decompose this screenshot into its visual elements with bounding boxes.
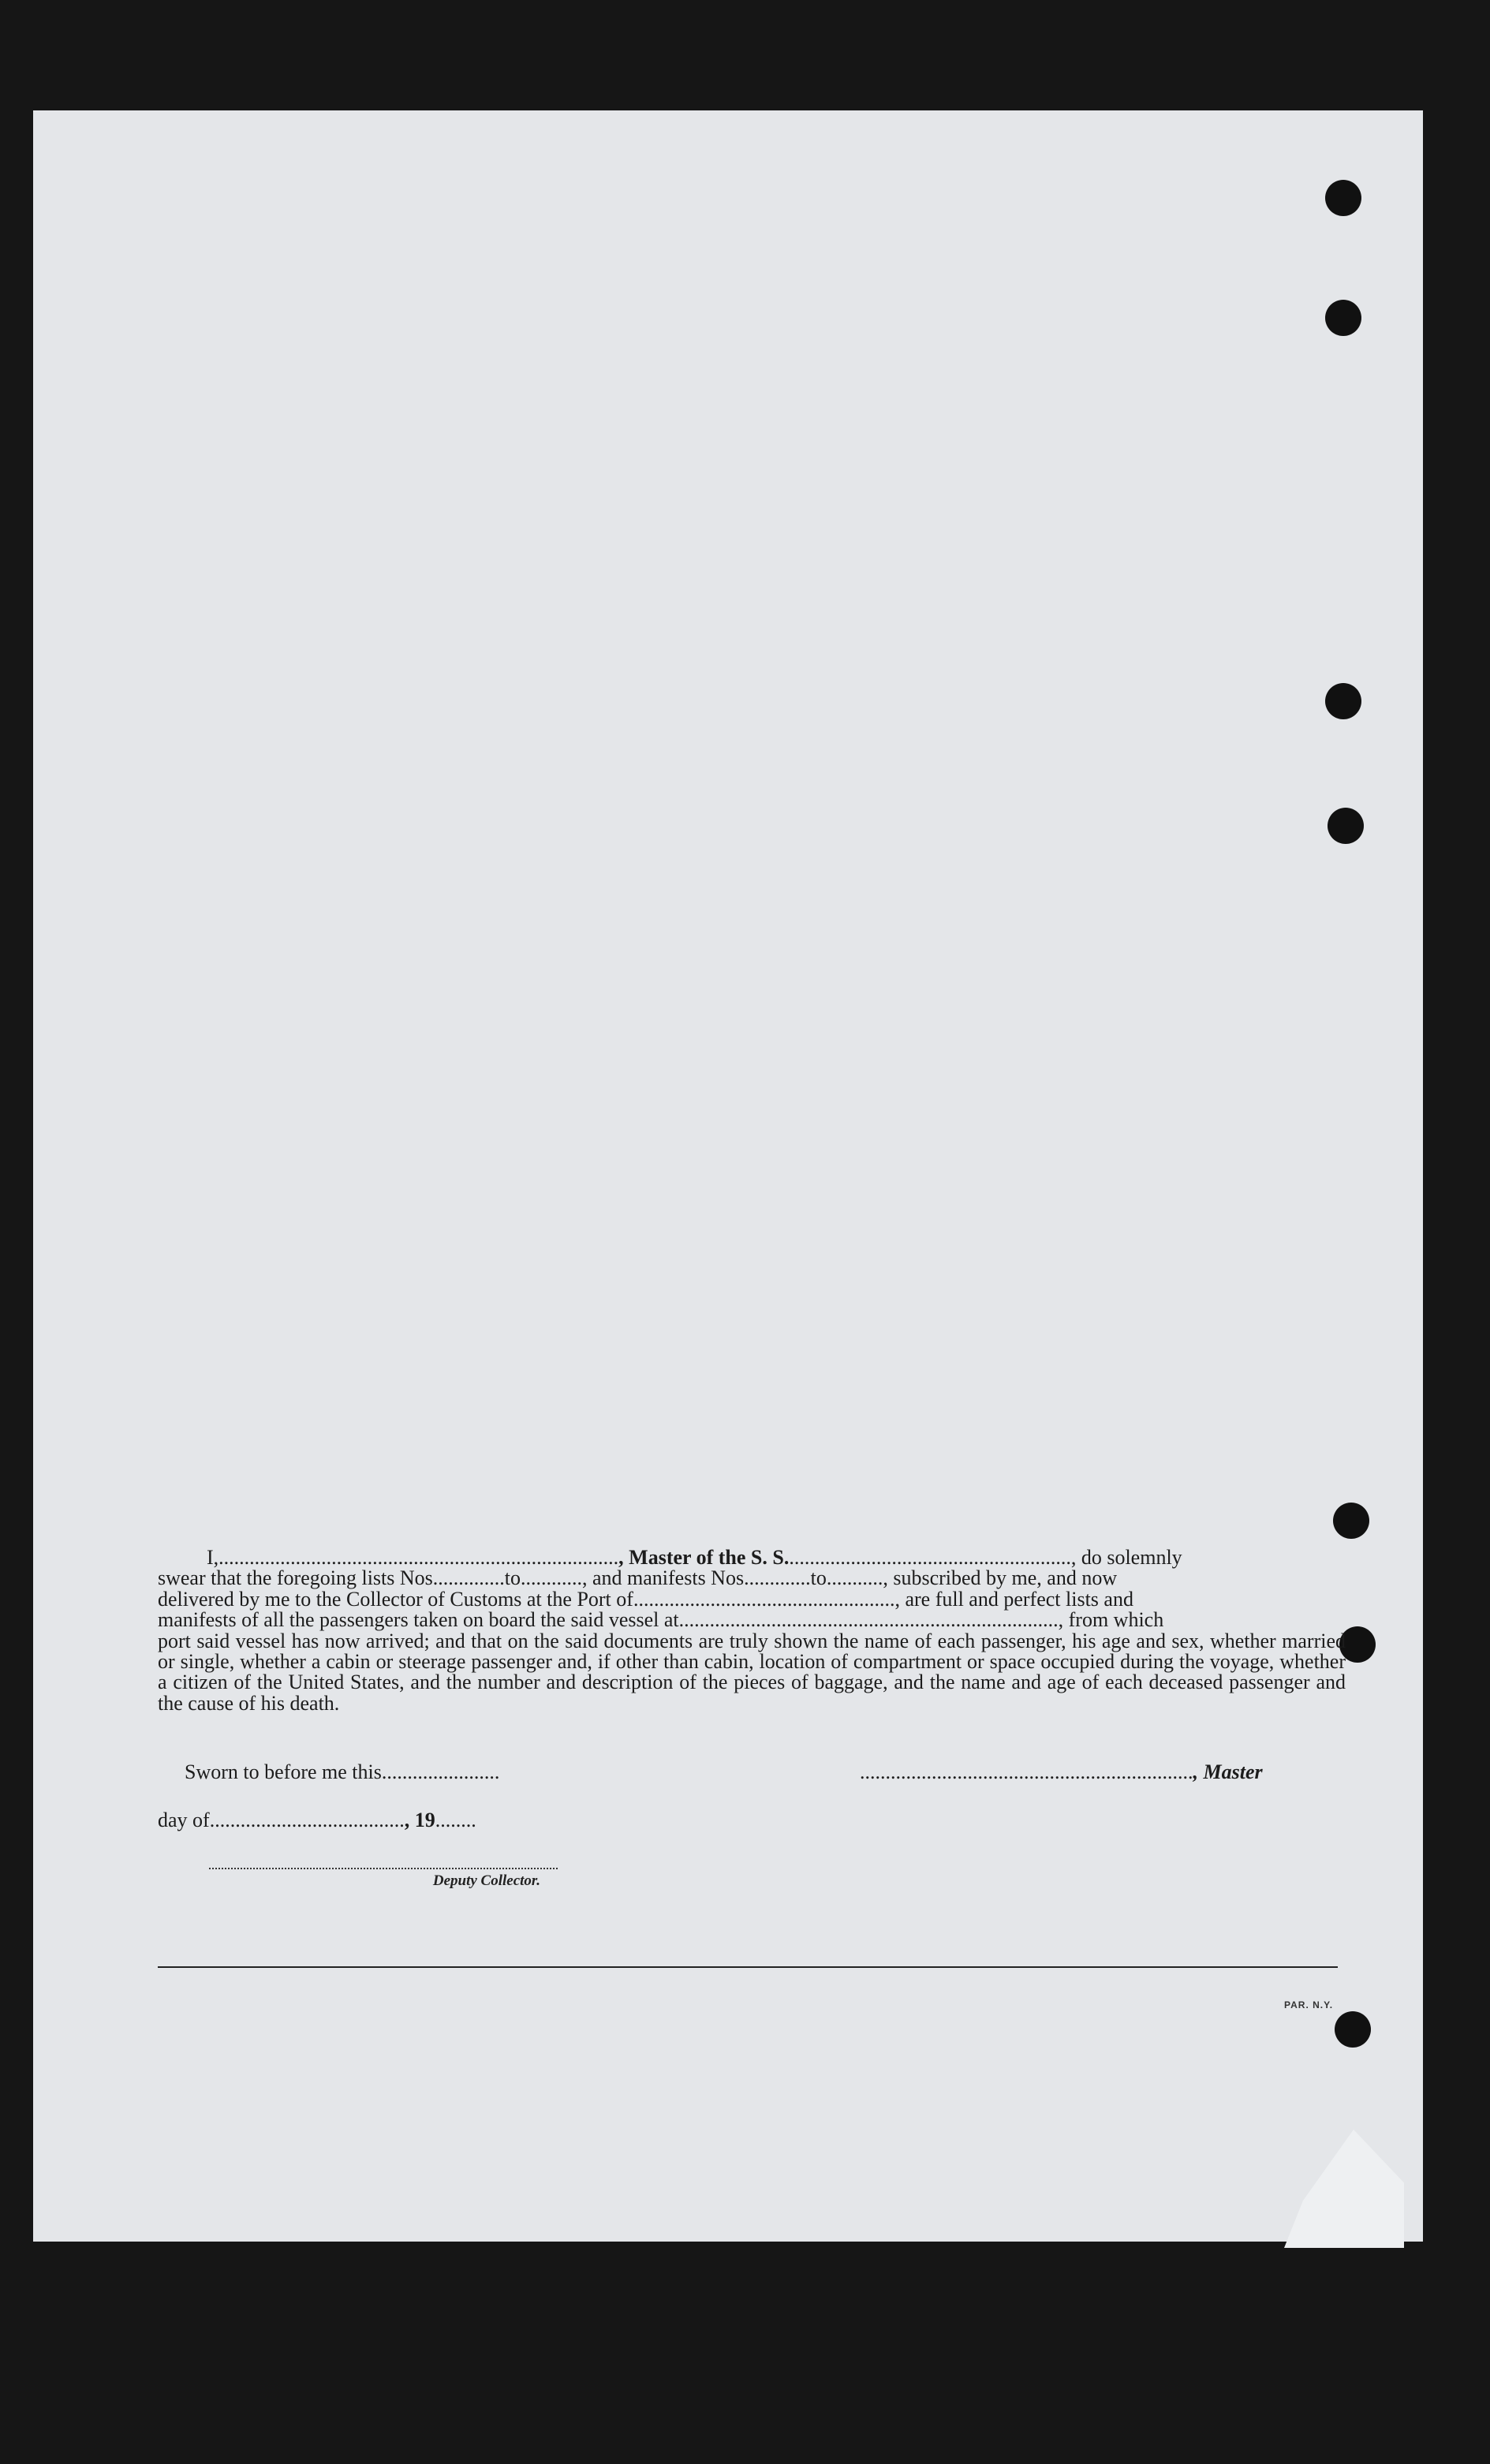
blank-departure-port: .......................................................................... (678, 1608, 1059, 1632)
oath-line-2 (158, 1568, 1346, 1589)
blank-list-from: ............. (438, 1566, 505, 1590)
blank-sworn-date: ....................... (381, 1760, 500, 1783)
horizontal-rule (158, 1966, 1338, 1968)
blank-list-to: ............ (521, 1566, 582, 1590)
oath-text: , do solemnly (1070, 1546, 1182, 1569)
blank-vessel-name: ....................................................... (789, 1546, 1071, 1569)
blank-manifest-from: ............ (749, 1566, 811, 1590)
oath-text: , Master of the S. S. (618, 1546, 790, 1569)
oath-text: delivered by me to the Collector of Customs at the Port of (158, 1587, 633, 1611)
oath-line-4 (158, 1610, 1346, 1630)
oath-text: , and manifests Nos. (582, 1566, 749, 1590)
blank-manifest-to: ........... (826, 1566, 883, 1590)
blank-port: ................................................... (633, 1587, 895, 1611)
master-label: , Master (1193, 1760, 1263, 1783)
punch-hole (1325, 683, 1361, 719)
punch-hole (1325, 300, 1361, 336)
year-label: , 19 (404, 1809, 435, 1831)
punch-hole (1335, 2011, 1371, 2048)
punch-hole (1325, 180, 1361, 216)
deputy-signature-line (209, 1868, 558, 1869)
sworn-label: Sworn to before me this (185, 1760, 382, 1783)
sworn-line (185, 1760, 499, 1784)
oath-body: port said vessel has now arrived; and that on the said documents are truly shown the name of each passenger, his age and sex, whether married or single, whether a cabin or steerage passenger and, if other than cabin, location of compartment or space occupied during the voyage, whether a citizen of the United States, and the number and description of the pieces of baggage, and the name and age of each deceased passenger and the cause of his death. (158, 1629, 1346, 1715)
oath-line-3 (158, 1589, 1346, 1610)
master-signature (860, 1760, 1263, 1784)
punch-hole (1333, 1503, 1369, 1539)
deputy-collector-label: Deputy Collector. (432, 1872, 540, 1889)
blank-year: ........ (435, 1809, 476, 1831)
oath-text: , subscribed by me, and now (883, 1566, 1118, 1590)
oath-text: , are full and perfect lists and (894, 1587, 1133, 1611)
oath-text: to (504, 1566, 521, 1590)
oath-line-1 (158, 1547, 1346, 1568)
day-line (158, 1809, 476, 1832)
blank-month: ...................................... (209, 1809, 405, 1831)
oath-text: , from which (1058, 1608, 1164, 1632)
day-of-label: day of (158, 1809, 210, 1831)
punch-hole (1328, 808, 1364, 844)
blank-master-name: .............................................................................. (218, 1546, 619, 1569)
master-oath (158, 1547, 1346, 1714)
oath-text: to (810, 1566, 827, 1590)
oath-text: swear that the foregoing lists Nos. (158, 1566, 439, 1590)
oath-text: I, (207, 1546, 219, 1569)
oath-text: manifests of all the passengers taken on board the said vessel at (158, 1608, 679, 1632)
blank-master-signature: ................................................................. (860, 1760, 1193, 1783)
printer-mark: PAR. N.Y. (1284, 1999, 1334, 2010)
manifest-page (33, 110, 1423, 2242)
